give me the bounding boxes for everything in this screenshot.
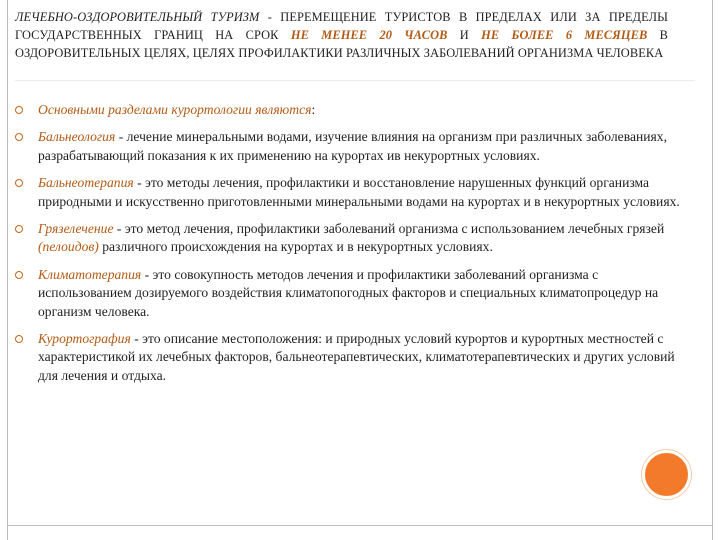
list-item-text: - это описание местоположения: и природных условий курортов и курортных местностей с характеристикой их лечебных факторов, бальнеотерапевтических, климатотерапевтических и других условий для лечения и отдыха. xyxy=(38,331,675,383)
title-highlight-2: НЕ БОЛЕЕ 6 МЕСЯЦЕВ xyxy=(481,28,648,42)
list-item xyxy=(15,220,687,257)
list-item-term: Курортография xyxy=(38,331,131,347)
list-item xyxy=(15,266,687,321)
title-term: ЛЕЧЕБНО-ОЗДОРОВИТЕЛЬНЫЙ ТУРИЗМ xyxy=(15,10,260,24)
list-item-term: Грязелечение xyxy=(38,221,114,237)
list-item-text: - лечение минеральными водами, изучение влияния на организм при различных заболеваниях, разрабатывающий показания к их применению на курортах ив некурортных условиях. xyxy=(38,129,667,163)
bullet-icon xyxy=(15,225,23,233)
list-item-term: Климатотерапия xyxy=(38,266,142,282)
list-item-term: Основными разделами курортологии являются xyxy=(38,102,312,117)
bullet-icon xyxy=(15,335,23,343)
list-item-text: - это совокупность методов лечения и профилактики заболеваний организма с использованием дозируемого воздействия климатопогодных факторов и специальных климатопроцедур на организм человека. xyxy=(38,266,659,319)
list-item-text: - это метод лечения, профилактики заболеваний организма с использованием лечебных грязей xyxy=(113,221,665,237)
bullet-icon xyxy=(15,271,23,279)
list-item xyxy=(15,330,687,385)
slide-frame-right xyxy=(712,0,713,540)
slide-frame-bottom xyxy=(7,525,713,526)
list-item-text: - это методы лечения, профилактики и восстановление нарушенных функций организма природными и искусственно приготовленными минеральными водами на курортах и в некурортных условиях. xyxy=(38,175,680,209)
list-item-term: Бальнеотерапия xyxy=(38,175,134,191)
list-item-term-secondary: (пелоидов) xyxy=(38,239,99,255)
list-item-term: Бальнеология xyxy=(38,129,116,145)
slide-frame-left xyxy=(7,0,8,540)
title-text-3: В ОЗДОРОВИТЕЛЬНЫХ ЦЕЛЯХ, ЦЕЛЯХ ПРОФИЛАКТИКИ РАЗЛИЧНЫХ ЗАБОЛЕВАНИЙ ОРГАНИЗМА ЧЕЛОВЕКА xyxy=(15,28,669,60)
bullet-icon xyxy=(15,106,23,114)
bullet-icon xyxy=(15,133,23,141)
list-item-text: : xyxy=(311,102,316,117)
slide-title xyxy=(15,8,668,62)
title-text-1: - ПЕРЕМЕЩЕНИЕ ТУРИСТОВ В ПРЕДЕЛАХ ИЛИ ЗА ПРЕДЕЛЫ ГОСУДАРСТВЕННЫХ ГРАНИЦ НА СРОК xyxy=(15,10,668,42)
decorative-circle xyxy=(642,450,691,499)
title-divider xyxy=(15,80,695,81)
list-item xyxy=(15,128,687,165)
title-text-2: И xyxy=(447,28,482,42)
list-item xyxy=(15,101,687,119)
title-highlight-1: НЕ МЕНЕЕ 20 ЧАСОВ xyxy=(290,28,448,42)
bullet-icon xyxy=(15,179,23,187)
list-item-text-secondary: различного происхождения на курортах и в некурортных условиях. xyxy=(98,239,493,255)
bullet-list xyxy=(15,101,687,394)
list-item xyxy=(15,174,687,211)
